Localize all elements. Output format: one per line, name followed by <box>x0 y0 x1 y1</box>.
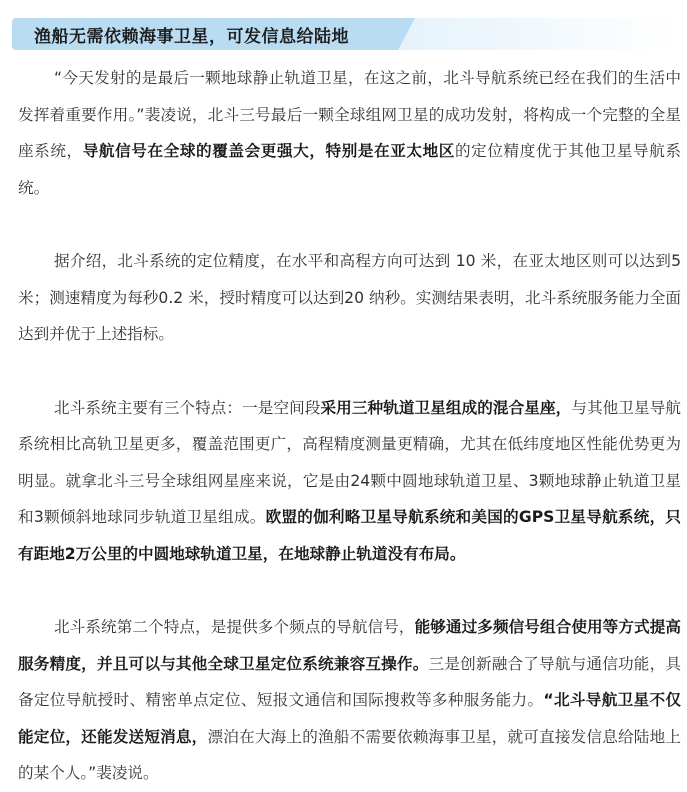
bold-text-segment: “北斗导航卫星不仅能定位，还能发送短消息， <box>18 691 681 746</box>
paragraph <box>18 390 681 573</box>
text-segment: 北斗系统主要有三个特点：一是空间段 <box>54 398 321 417</box>
header-title: 渔船无需依赖海事卫星，可发信息给陆地 <box>34 27 349 47</box>
bold-text-segment: 采用三种轨道卫星组成的混合星座， <box>320 398 572 417</box>
article-body <box>18 60 681 792</box>
bold-text-segment: 导航信号在全球的覆盖会更强大，特别是在亚太地区 <box>82 142 455 160</box>
text-segment: “今天发射的是最后一颗地球静止轨道卫星，在这之前，北斗导航系统已经在我们的生活中发挥着重要作用。”裴凌说，北斗三号最后一颗全球组网卫星的成功发射，将构成一个完整的全星座系统， <box>18 69 681 160</box>
text-segment: 与其他卫星导航系统相比高轨卫星更多，覆盖范围更广，高程精度测量更精确，尤其在低纬度地区性能优势更为明显。就拿北斗三号全球组网星座来说，它是由24颗中圆地球轨道卫星、3颗地球静止轨道卫星和3颗倾斜地球同步轨道卫星组成。 <box>18 398 681 526</box>
paragraph <box>18 60 681 206</box>
text-segment: 漂泊在大海上的渔船不需要依赖海事卫星，就可直接发信息给陆地上的某个人。”裴凌说。 <box>18 727 681 782</box>
header-fade-stripe <box>395 18 676 50</box>
bold-text-segment: 能够通过多频信号组合使用等方式提高服务精度，并且可以与其他全球卫星定位系统兼容互操作。 <box>18 618 681 673</box>
paragraph <box>18 609 681 792</box>
text-segment: 的定位精度优于其他卫星导航系统。 <box>18 142 681 197</box>
text-segment: 北斗系统第二个特点，是提供多个频点的导航信号， <box>54 618 415 636</box>
text-segment: 据介绍，北斗系统的定位精度，在水平和高程方向可达到 10 米，在亚太地区则可以达到5 米；测速精度为每秒0.2 米，授时精度可以达到20 纳秒。实测结果表明，北斗系统服务能力全面达到并优于上述指标。 <box>18 252 681 343</box>
bold-text-segment: 欧盟的伽利略卫星导航系统和美国的GPS卫星导航系统，只有距地2万公里的中圆地球轨道卫星，在地球静止轨道没有布局。 <box>18 508 681 563</box>
section-header <box>12 18 676 50</box>
paragraph <box>18 243 681 353</box>
text-segment: 三是创新融合了导航与通信功能，具备定位导航授时、精密单点定位、短报文通信和国际搜救等多种服务能力。 <box>18 654 681 709</box>
